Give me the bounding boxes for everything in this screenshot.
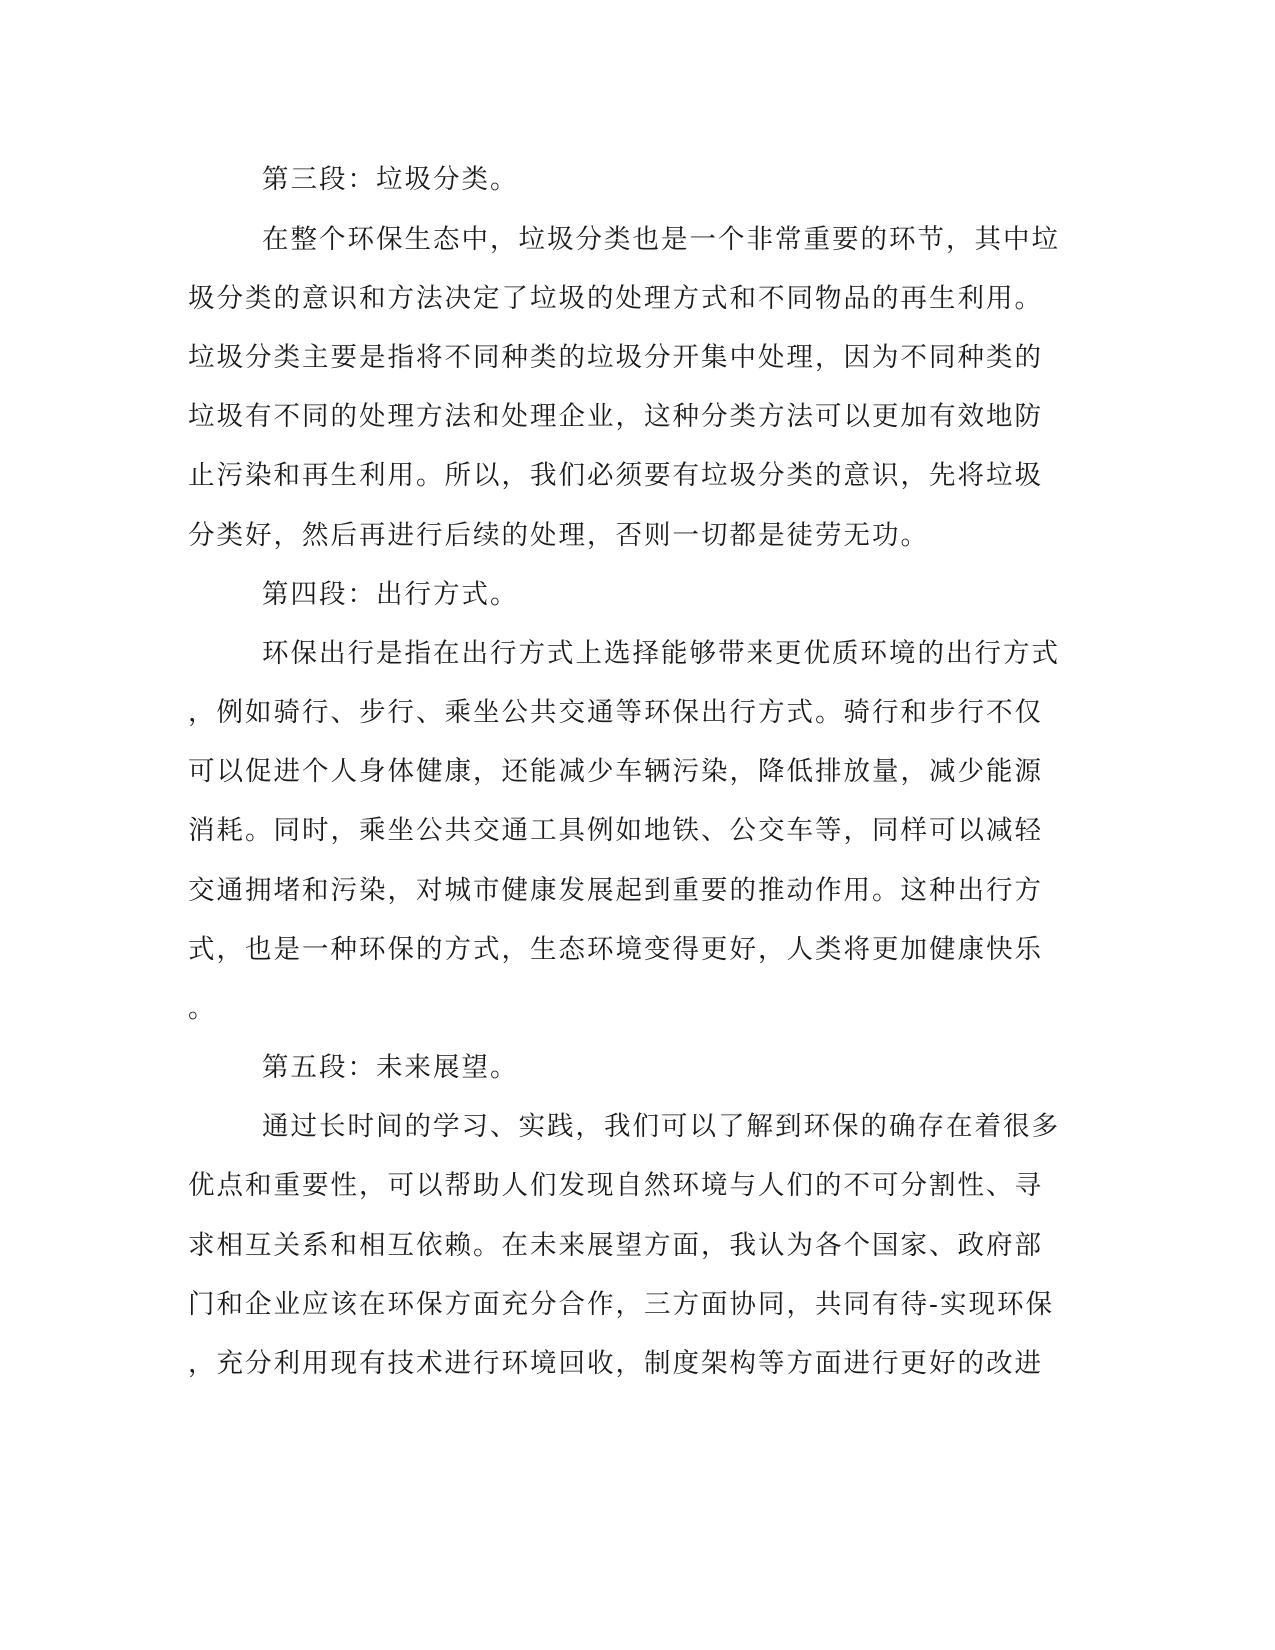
paragraph-line: 通过长时间的学习、实践，我们可以了解到环保的确存在着很多 — [262, 1111, 1060, 1142]
paragraph-line: 优点和重要性，可以帮助人们发现自然环境与人们的不可分割性、寻 — [188, 1170, 1043, 1201]
paragraph-line: 可以促进个人身体健康，还能减少车辆污染，降低排放量，减少能源 — [188, 756, 1043, 787]
paragraph-line: 垃圾分类主要是指将不同种类的垃圾分开集中处理，因为不同种类的 — [188, 342, 1043, 373]
paragraph-line: 在整个环保生态中，垃圾分类也是一个非常重要的环节，其中垃 — [262, 224, 1060, 255]
paragraph-line: 分类好，然后再进行后续的处理，否则一切都是徒劳无功。 — [188, 520, 929, 551]
section-heading-5: 第五段：未来展望。 — [262, 1052, 519, 1083]
paragraph-line: 式，也是一种环保的方式，生态环境变得更好，人类将更加健康快乐 — [188, 934, 1043, 965]
section-heading-3: 第三段：垃圾分类。 — [262, 164, 519, 195]
paragraph-line: 交通拥堵和污染，对城市健康发展起到重要的推动作用。这种出行方 — [188, 875, 1043, 906]
paragraph-line: 消耗。同时，乘坐公共交通工具例如地铁、公交车等，同样可以减轻 — [188, 815, 1043, 846]
paragraph-line: 垃圾有不同的处理方法和处理企业，这种分类方法可以更加有效地防 — [188, 401, 1043, 432]
paragraph-line: ，充分利用现有技术进行环境回收，制度架构等方面进行更好的改进 — [188, 1348, 1043, 1379]
paragraph-line: 圾分类的意识和方法决定了垃圾的处理方式和不同物品的再生利用。 — [188, 283, 1043, 314]
section-heading-4: 第四段：出行方式。 — [262, 579, 519, 610]
paragraph-line: 环保出行是指在出行方式上选择能够带来更优质环境的出行方式 — [262, 638, 1060, 669]
paragraph-line: 。 — [188, 993, 217, 1024]
paragraph-line: 求相互关系和相互依赖。在未来展望方面，我认为各个国家、政府部 — [188, 1230, 1043, 1261]
paragraph-line: ，例如骑行、步行、乘坐公共交通等环保出行方式。骑行和步行不仅 — [188, 697, 1043, 728]
paragraph-line: 止污染和再生利用。所以，我们必须要有垃圾分类的意识，先将垃圾 — [188, 460, 1043, 491]
paragraph-line: 门和企业应该在环保方面充分合作，三方面协同，共同有待-实现环保 — [188, 1289, 1054, 1320]
